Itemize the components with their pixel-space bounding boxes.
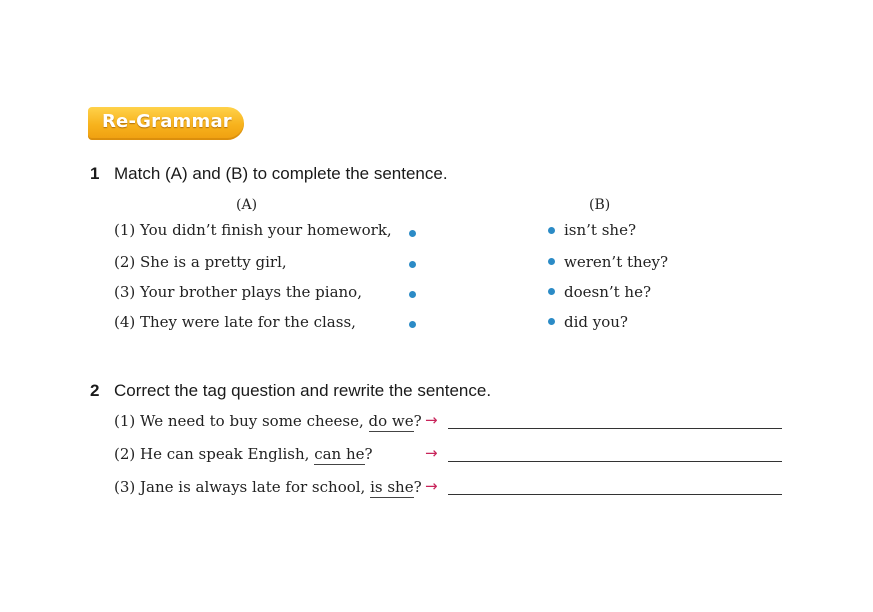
exercise-instruction: Match (A) and (B) to complete the sentence. <box>114 164 448 183</box>
match-item-a: (1) You didn’t finish your homework, <box>114 221 392 239</box>
question-mark: ? <box>364 445 373 463</box>
sentence-text: (3) Jane is always late for school, <box>114 478 371 496</box>
match-item-a: (4) They were late for the class, <box>114 313 356 331</box>
section-badge <box>88 107 244 140</box>
match-item-b: isn’t she? <box>564 221 636 239</box>
arrow-right-icon: → <box>425 444 438 462</box>
exercise-instruction: Correct the tag question and rewrite the sentence. <box>114 381 492 400</box>
column-a-header: (A) <box>236 197 258 213</box>
match-item-a: (3) Your brother plays the piano, <box>114 283 362 301</box>
match-item-b: did you? <box>564 313 628 331</box>
underlined-tag: do we <box>368 412 414 430</box>
match-dot-a[interactable] <box>409 291 416 298</box>
arrow-right-icon: → <box>425 477 438 495</box>
question-mark: ? <box>413 478 422 496</box>
rewrite-sentence <box>114 412 422 430</box>
rewrite-sentence <box>114 478 422 496</box>
sentence-text: (2) He can speak English, <box>114 445 315 463</box>
section-badge-label: Re-Grammar <box>102 111 232 132</box>
match-dot-b[interactable] <box>548 227 555 234</box>
match-dot-a[interactable] <box>409 230 416 237</box>
match-dot-a[interactable] <box>409 321 416 328</box>
rewrite-sentence <box>114 445 373 463</box>
match-dot-b[interactable] <box>548 318 555 325</box>
answer-line[interactable] <box>448 428 782 429</box>
arrow-right-icon: → <box>425 411 438 429</box>
underlined-tag: is she <box>370 478 414 496</box>
match-dot-b[interactable] <box>548 288 555 295</box>
underlined-tag: can he <box>314 445 365 463</box>
exercise-1-heading <box>90 164 448 184</box>
match-item-b: weren’t they? <box>564 253 669 271</box>
answer-line[interactable] <box>448 494 782 495</box>
sentence-text: (1) We need to buy some cheese, <box>114 412 369 430</box>
exercise-2-heading <box>90 381 491 401</box>
exercise-number: 1 <box>90 164 100 183</box>
question-mark: ? <box>413 412 422 430</box>
answer-line[interactable] <box>448 461 782 462</box>
column-b-header: (B) <box>589 197 611 213</box>
match-item-b: doesn’t he? <box>564 283 652 301</box>
match-dot-b[interactable] <box>548 258 555 265</box>
match-dot-a[interactable] <box>409 261 416 268</box>
exercise-number: 2 <box>90 381 100 400</box>
match-item-a: (2) She is a pretty girl, <box>114 253 287 271</box>
